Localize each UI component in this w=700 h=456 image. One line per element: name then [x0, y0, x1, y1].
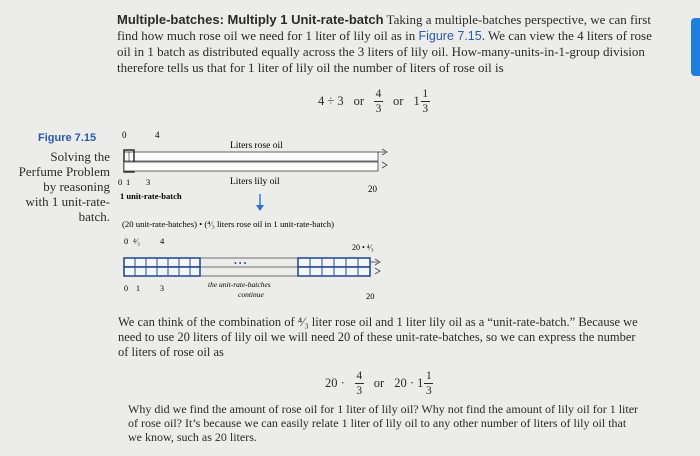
tick-label: 3	[146, 177, 151, 187]
intro-text-b: . We can view the 4 liters of rose oil in 1 batch as distributed equally across the 3 liters of lily oil. How-many-units-in-1-group division therefore tells us that for 1 liter of lily oil the number of liters of rose oil is	[117, 28, 652, 75]
scrollbar-thumb[interactable]	[691, 18, 700, 76]
mixed-number	[413, 88, 429, 115]
multiplier: 20 ·	[325, 376, 345, 390]
tick-label: 4	[155, 130, 160, 140]
fraction-bar	[424, 383, 433, 384]
or-word: or	[353, 94, 365, 108]
or-word: or	[373, 376, 385, 390]
tick-label: 0	[124, 284, 128, 293]
figure-label: Figure 7.15	[38, 132, 97, 144]
fraction-denominator: 3	[356, 385, 363, 397]
tick-label: 0	[124, 236, 129, 246]
unit-rate-batch-label: 1 unit-rate-batch	[120, 191, 182, 201]
tick-label: 4	[160, 236, 165, 246]
tick-label: 20	[368, 184, 377, 194]
mixed-fraction	[424, 370, 433, 397]
ellipsis: • • •	[234, 259, 247, 268]
multiplier-mixed: 20 · 1	[394, 376, 424, 390]
fraction-numerator: 1	[426, 370, 432, 382]
division-expression: 4 ÷ 3	[318, 94, 344, 108]
mixed-expression	[394, 370, 433, 397]
tick-label: 20 • ⁴⁄₃	[352, 243, 374, 252]
arrow-right-icon	[382, 162, 387, 168]
arrow-down-icon	[256, 205, 264, 211]
continue-note-line2: continue	[238, 290, 264, 299]
intro-paragraph	[117, 12, 657, 76]
figure-caption: Solving the Perfume Problem by reasoning with 1 unit-rate-batch.	[18, 149, 110, 224]
lily-oil-strip	[124, 162, 378, 171]
tick-label: ⁴⁄₃	[133, 237, 140, 246]
lily-oil-label: Liters lily oil	[230, 177, 280, 187]
mixed-whole: 1	[413, 94, 420, 108]
strip-diagram	[112, 128, 402, 303]
equation-rose-per-lily	[318, 88, 430, 115]
fraction-bar	[374, 101, 383, 102]
tick-label: 0	[118, 177, 123, 187]
fraction-numerator: 4	[356, 370, 363, 382]
arrow-right-icon	[375, 268, 380, 274]
multiplication-label: (20 unit-rate-batches) • (⁴⁄₃ liters rose oil in 1 unit-rate-batch)	[122, 219, 334, 229]
fraction-bar	[355, 383, 364, 384]
fraction-numerator: 1	[422, 88, 429, 100]
fraction-four-thirds	[374, 88, 383, 115]
rose-oil-label: Liters rose oil	[230, 141, 283, 151]
continue-note-line1: the unit-rate-batches	[208, 280, 271, 289]
fraction-denominator: 3	[426, 385, 432, 397]
rose-oil-strip	[124, 152, 378, 161]
or-word: or	[393, 94, 404, 108]
tick-label: 1	[136, 284, 140, 293]
figure-link[interactable]: Figure 7.15	[418, 29, 482, 43]
tick-label: 0	[122, 130, 127, 140]
fraction-denominator: 3	[422, 103, 429, 115]
tick-label: 3	[160, 284, 164, 293]
fraction-denominator: 3	[375, 103, 382, 115]
mixed-fraction	[421, 88, 430, 115]
tick-label: 20	[366, 291, 375, 301]
equation-total-rose	[325, 370, 433, 397]
section-title: Multiple-batches: Multiply 1 Unit-rate-batch	[117, 12, 384, 27]
fraction-numerator: 4	[375, 88, 382, 100]
fraction-bar	[421, 101, 430, 102]
unit-rate-paragraph: We can think of the combination of ⁴⁄₃ liter rose oil and 1 liter lily oil as a “unit-rate-batch.” Because we need to use 20 liters of lily oil we will need 20 of these unit-rate-batches, so we can express the number of liters of rose oil as	[118, 315, 638, 359]
fraction-four-thirds	[355, 370, 364, 397]
closing-paragraph: Why did we find the amount of rose oil for 1 liter of lily oil? Why not find the amount of lily oil for 1 liter of rose oil? It’s because we can easily relate 1 liter of lily oil to any other number of liters of lily oil that we know, such as 20 liters.	[128, 402, 639, 444]
tick-label: 1	[126, 177, 131, 187]
intro-text-a: Taking a multiple-batches perspective, we can first find how much rose oil we need for 1 liter of lily oil as in	[117, 12, 651, 43]
